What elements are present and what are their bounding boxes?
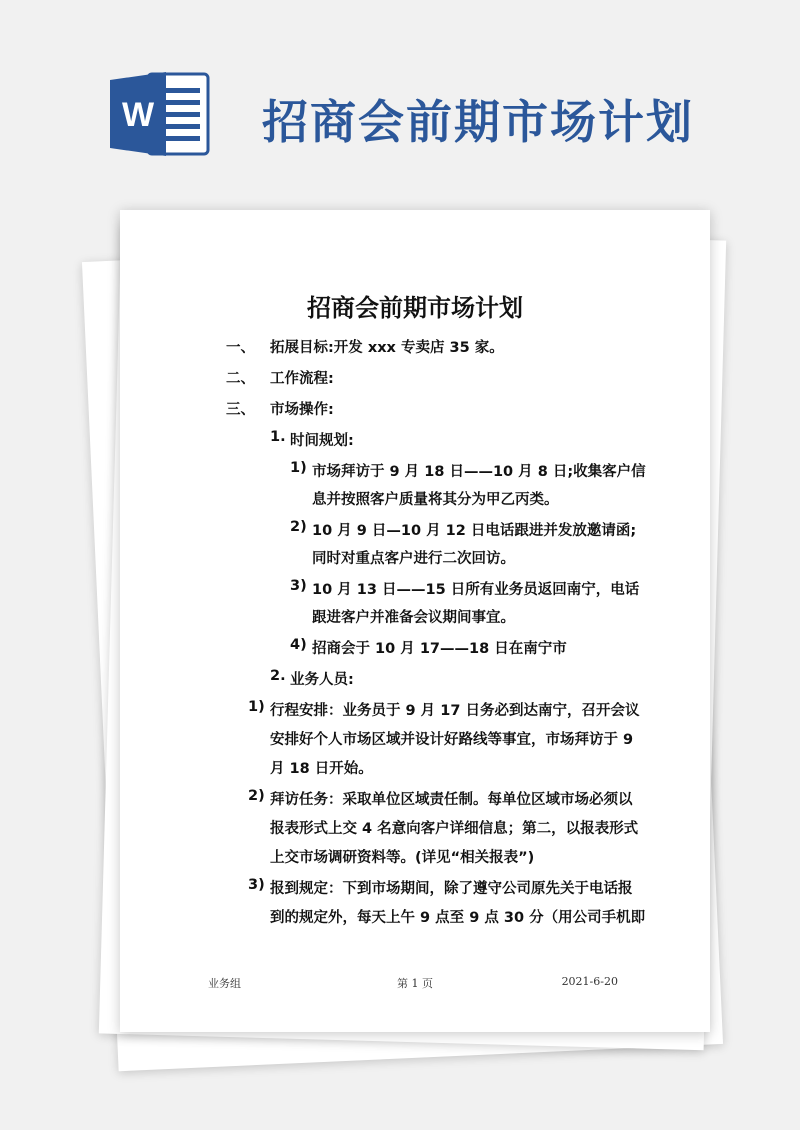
list-item-continuation: 到的规定外，每天上午 9 点至 9 点 30 分（用公司手机即 bbox=[270, 910, 646, 926]
footer-left: 业务组 bbox=[208, 977, 241, 990]
footer-page-number: 第 1 页 bbox=[397, 977, 433, 990]
list-item-continuation: 息并按照客户质量将其分为甲乙丙类。 bbox=[312, 492, 559, 508]
list-item: 1) 行程安排：业务员于 9 月 17 日务必到达南宁，召开会议 bbox=[248, 699, 640, 719]
footer-date: 2021-6-20 bbox=[561, 975, 618, 988]
document-title: 招商会前期市场计划 bbox=[307, 294, 523, 322]
word-app-icon bbox=[110, 70, 210, 158]
list-item-continuation: 报表形式上交 4 名意向客户详细信息；第二，以报表形式 bbox=[270, 821, 639, 837]
list-item-continuation: 月 18 日开始。 bbox=[270, 761, 373, 777]
list-item: 2. 业务人员: bbox=[270, 668, 354, 688]
list-item-continuation: 跟进客户并准备会议期间事宜。 bbox=[312, 610, 515, 626]
document-page bbox=[120, 210, 710, 1032]
banner-title: 招商会前期市场计划 bbox=[262, 95, 694, 149]
list-item: 4) 招商会于 10 月 17——18 日在南宁市 bbox=[290, 637, 567, 657]
list-item: 3) 报到规定：下到市场期间，除了遵守公司原先关于电话报 bbox=[248, 877, 633, 897]
list-item: 3) 10 月 13 日——15 日所有业务员返回南宁，电话 bbox=[290, 578, 640, 598]
list-item: 2) 10 月 9 日—10 月 12 日电话跟进并发放邀请函; bbox=[290, 519, 637, 539]
list-item: 2) 拜访任务：采取单位区域责任制。每单位区域市场必须以 bbox=[248, 788, 633, 808]
list-item: 1) 市场拜访于 9 月 18 日——10 月 8 日;收集客户信 bbox=[290, 460, 646, 480]
svg-text:W: W bbox=[121, 96, 155, 134]
list-item: 1. 时间规划: bbox=[270, 429, 354, 449]
list-item: 二、 工作流程: bbox=[226, 371, 334, 387]
list-item-continuation: 同时对重点客户进行二次回访。 bbox=[312, 551, 515, 567]
list-item: 一、 拓展目标:开发 xxx 专卖店 35 家。 bbox=[226, 340, 504, 356]
list-item-continuation: 上交市场调研资料等。(详见“相关报表”) bbox=[270, 850, 535, 866]
list-item-continuation: 安排好个人市场区域并设计好路线等事宜，市场拜访于 9 bbox=[270, 732, 634, 748]
list-item: 三、 市场操作: bbox=[226, 402, 334, 418]
